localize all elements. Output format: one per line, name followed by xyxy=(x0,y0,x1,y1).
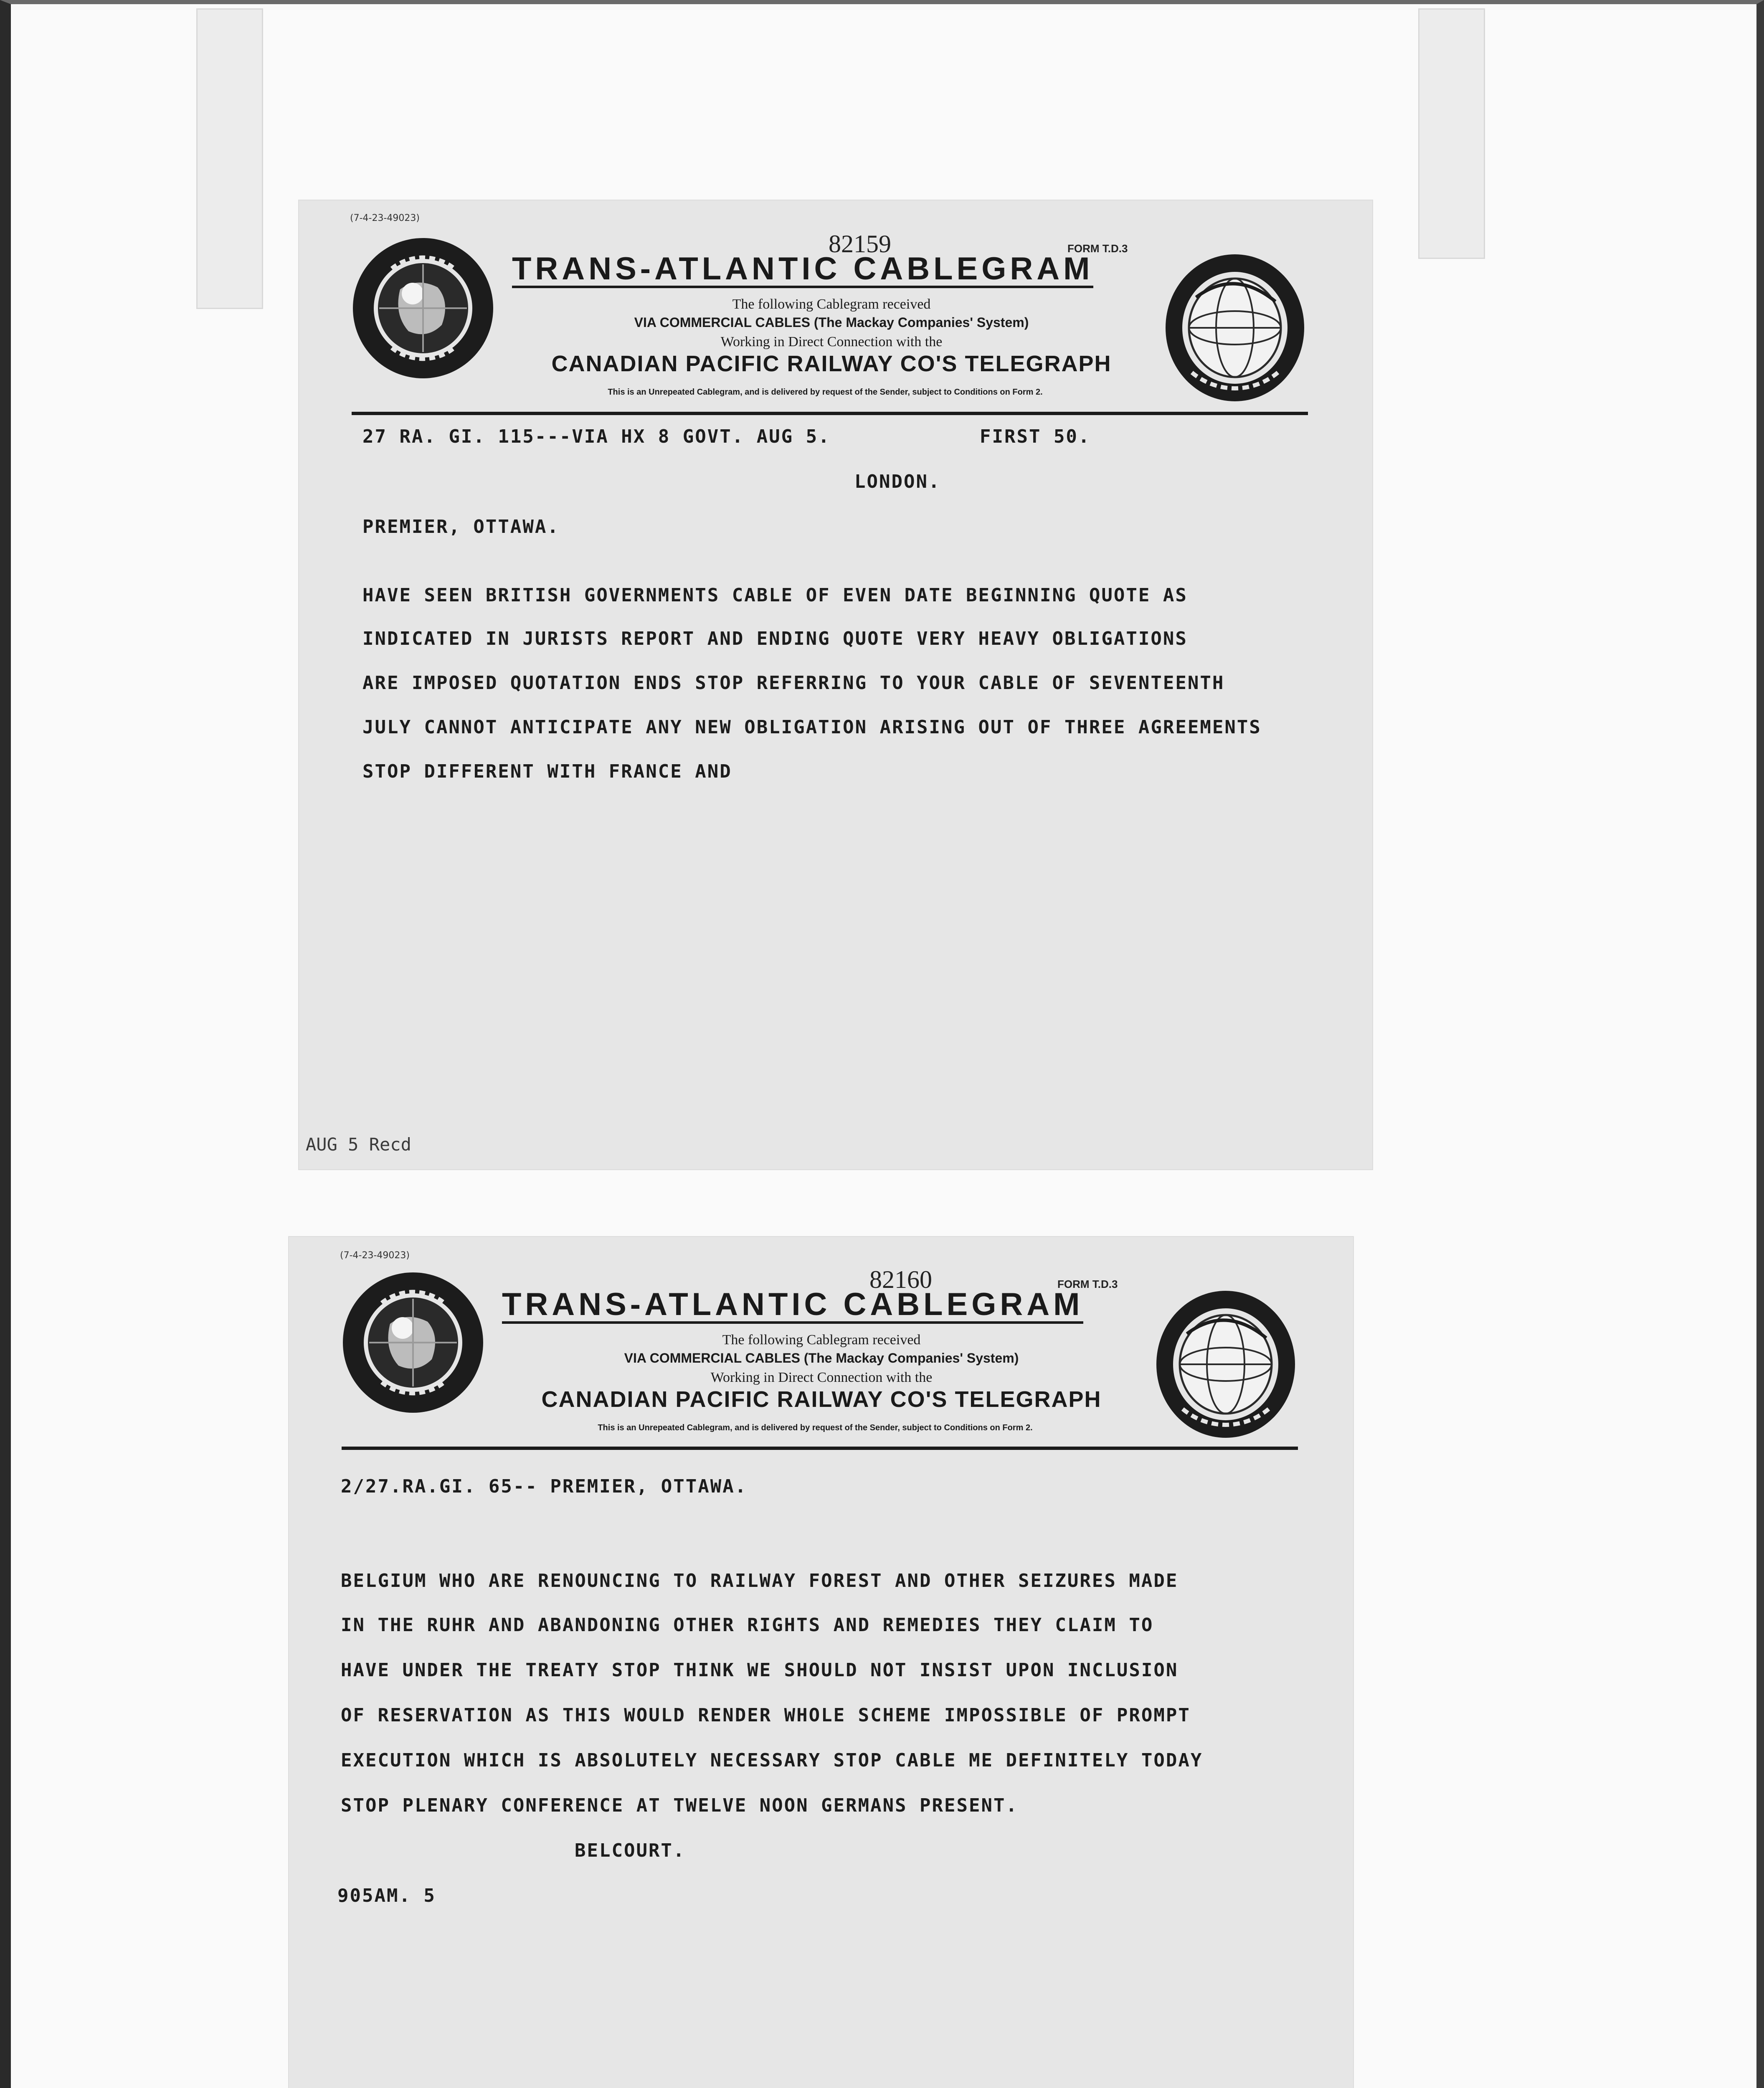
message-preamble: 27 RA. GI. 115---VIA HX 8 GOVT. AUG 5. xyxy=(362,426,831,447)
message-line: EXECUTION WHICH IS ABSOLUTELY NECESSARY STOP CABLE ME DEFINITELY TODAY xyxy=(341,1750,1203,1771)
cablegram-title: TRANS-ATLANTIC CABLEGRAM xyxy=(512,252,1093,288)
header-line: The following Cablegram received xyxy=(722,1332,921,1348)
header-line: The following Cablegram received xyxy=(732,296,931,312)
header-line: Working in Direct Connection with the xyxy=(710,1370,933,1385)
origin-city: LONDON. xyxy=(854,471,941,492)
header-line: CANADIAN PACIFIC RAILWAY CO'S TELEGRAPH xyxy=(541,1387,1102,1412)
header-rule xyxy=(342,1447,1298,1450)
serial-number: 82160 xyxy=(869,1266,932,1293)
header-conditions: This is an Unrepeated Cablegram, and is delivered by request of the Sender, subject to Conditions on Form 2. xyxy=(608,388,1043,397)
signature: BELCOURT. xyxy=(575,1840,686,1861)
mounting-tape xyxy=(1418,8,1485,259)
form-code: (7-4-23-49023) xyxy=(340,1250,410,1261)
message-line: JULY CANNOT ANTICIPATE ANY NEW OBLIGATION ARISING OUT OF THREE AGREEMENTS xyxy=(362,717,1262,738)
time-stamp: 905AM. 5 xyxy=(337,1885,436,1906)
form-id: FORM T.D.3 xyxy=(1067,242,1128,255)
message-line: IN THE RUHR AND ABANDONING OTHER RIGHTS AND REMEDIES THEY CLAIM TO xyxy=(341,1614,1154,1636)
message-line: HAVE SEEN BRITISH GOVERNMENTS CABLE OF EVEN DATE BEGINNING QUOTE AS xyxy=(362,585,1188,606)
header-line: Working in Direct Connection with the xyxy=(720,334,943,350)
mounting-tape xyxy=(196,8,263,309)
header-conditions: This is an Unrepeated Cablegram, and is delivered by request of the Sender, subject to Conditions on Form 2. xyxy=(598,1423,1033,1432)
message-line: INDICATED IN JURISTS REPORT AND ENDING QUOTE VERY HEAVY OBLIGATIONS xyxy=(362,628,1188,649)
word-count: FIRST 50. xyxy=(980,426,1091,447)
received-stamp: AUG 5 Recd xyxy=(306,1134,411,1155)
message-line: ARE IMPOSED QUOTATION ENDS STOP REFERRING TO YOUR CABLE OF SEVENTEENTH xyxy=(362,672,1225,694)
message-line: BELGIUM WHO ARE RENOUNCING TO RAILWAY FOREST AND OTHER SEIZURES MADE xyxy=(341,1570,1179,1591)
header-rule xyxy=(352,412,1308,415)
addressee: PREMIER, OTTAWA. xyxy=(362,516,560,537)
serial-number: 82159 xyxy=(829,230,891,258)
commercial-cable-company-seal xyxy=(1153,1288,1298,1441)
cablegram-title: TRANS-ATLANTIC CABLEGRAM xyxy=(502,1288,1083,1324)
canadian-pacific-telegraph-seal xyxy=(350,235,496,381)
header-line: CANADIAN PACIFIC RAILWAY CO'S TELEGRAPH xyxy=(551,351,1112,376)
form-id: FORM T.D.3 xyxy=(1057,1278,1118,1290)
message-line: STOP PLENARY CONFERENCE AT TWELVE NOON GERMANS PRESENT. xyxy=(341,1795,1018,1816)
header-line: VIA COMMERCIAL CABLES (The Mackay Companies' System) xyxy=(624,1351,1019,1366)
form-code: (7-4-23-49023) xyxy=(350,213,420,223)
commercial-cable-company-seal xyxy=(1163,251,1307,404)
message-line: STOP DIFFERENT WITH FRANCE AND xyxy=(362,761,732,782)
message-line: HAVE UNDER THE TREATY STOP THINK WE SHOULD NOT INSIST UPON INCLUSION xyxy=(341,1660,1179,1681)
message-preamble: 2/27.RA.GI. 65-- PREMIER, OTTAWA. xyxy=(341,1476,748,1497)
message-line: OF RESERVATION AS THIS WOULD RENDER WHOLE SCHEME IMPOSSIBLE OF PROMPT xyxy=(341,1705,1191,1726)
canadian-pacific-telegraph-seal xyxy=(340,1270,486,1416)
header-line: VIA COMMERCIAL CABLES (The Mackay Companies' System) xyxy=(634,315,1029,330)
